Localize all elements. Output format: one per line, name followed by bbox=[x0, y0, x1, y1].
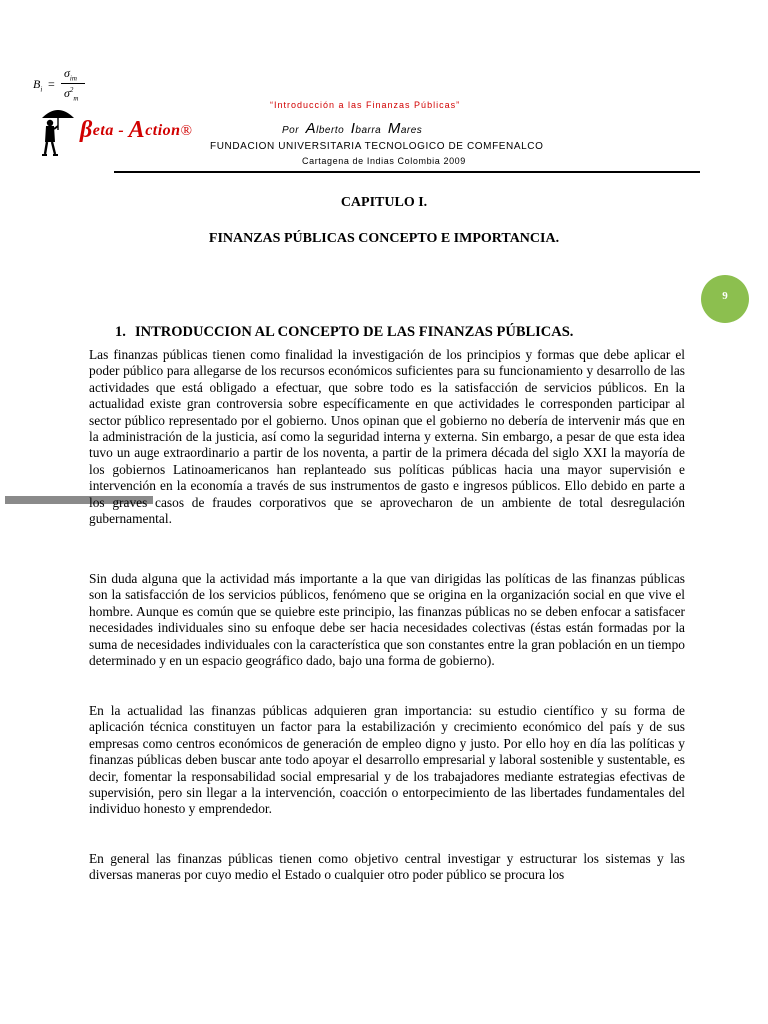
institution-name: FUNDACION UNIVERSITARIA TECNOLOGICO DE COMFENALCO bbox=[210, 141, 544, 152]
header-divider bbox=[114, 171, 700, 173]
place-year: Cartagena de Indias Colombia 2009 bbox=[302, 156, 466, 166]
beta-formula bbox=[30, 66, 100, 106]
formula-denominator: $\sigma^2_m$ bbox=[64, 86, 79, 103]
page-number-badge: 9 bbox=[701, 275, 749, 323]
chapter-title: FINANZAS PÚBLICAS CONCEPTO E IMPORTANCIA. bbox=[208, 231, 560, 246]
book-title: “Introducción a las Finanzas Públicas” bbox=[270, 100, 461, 110]
beta-action-logo: βeta - Action® bbox=[80, 117, 193, 143]
formula-fraction-bar bbox=[61, 83, 85, 84]
chapter-label: CAPITULO I. bbox=[340, 195, 428, 210]
paragraph-3: En la actualidad las finanzas públicas adquieren gran importancia: su estudio científico y su forma de aplicación técnica constituyen un factor para la estabilización y crecimiento económico del país y de sus empresas como centros económicos de generación de empleo digno y justo. Por ello hoy en día las políticas y finanzas públicas deben buscar ante todo apoyar el desarrollo empresarial y laboral sostenible y sustentable, es decir, fomentar la responsabilidad social empresarial y de los trabajadores mediante estrategias efectivas de supervisión, pero sin llegar a la intervención, coacción o entorpecimiento de las libertades fundamentales del individuo honesto y emprendedor. bbox=[89, 703, 685, 817]
author-line: Por Alberto Ibarra Mares bbox=[282, 120, 423, 137]
formula-lhs: $B_i$ bbox=[33, 77, 43, 94]
formula-equals: = bbox=[48, 77, 55, 91]
paragraph-1: Las finanzas públicas tienen como finalidad la investigación de los principios y formas que debe aplicar el poder público para allegarse de los recursos económicos suficientes para su funcionamiento y desarrollo de las actividades que está obligado a efectuar, que sobre todo es la satisfacción de servicios públicos. En la actualidad existe gran controversia sobre específicamente en que actividades le corresponden participar al sector público representado por el gobierno. Unos opinan que el gobierno no debería de intervenir más que en la administración de la justicia, así como la seguridad interna y externa. Sin embargo, a pesar de que esta idea tuvo un auge extraordinario a partir de los noventa, a partir de la primera década del siglo XXI la mayoría de los gobiernos Latinoamericanos han replanteado sus políticas públicas hacia una mayor supervisión e intervención en la economía a través de sus instrumentos de gasto e ingresos públicos. Ello debido en parte a los graves casos de fraudes corporativos que se aprovecharon de un ambiente de total desregulación gubernamental. bbox=[89, 347, 685, 527]
umbrella-man-logo-icon bbox=[38, 104, 78, 158]
section-heading bbox=[115, 324, 573, 341]
paragraph-4: En general las finanzas públicas tienen como objetivo central investigar y estructurar los sistemas y las diversas maneras por cuyo medio el Estado o cualquier otro poder público se procura los bbox=[89, 851, 685, 883]
section-number: 1. bbox=[115, 324, 126, 340]
paragraph-2: Sin duda alguna que la actividad más importante a la que van dirigidas las políticas de las finanzas públicas son la satisfacción de los servicios públicos, fenómeno que se origina en la organización social en que vive el hombre. Aunque es común que se quiebre este principio, las finanzas públicas no se deben enfocar a satisfacer necesidades individuales sino su enfoque debe ser hacia necesidades colectivas (éstas están formadas por la suma de necesidades individuales con la característica que son constantes entre la gran población en un tiempo determinado y en un espacio geográfico dado, bajo una forma de gobierno). bbox=[89, 571, 685, 669]
formula-numerator: $\sigma_{im}$ bbox=[64, 66, 77, 83]
section-title: INTRODUCCION AL CONCEPTO DE LAS FINANZAS PÚBLICAS. bbox=[135, 324, 574, 340]
